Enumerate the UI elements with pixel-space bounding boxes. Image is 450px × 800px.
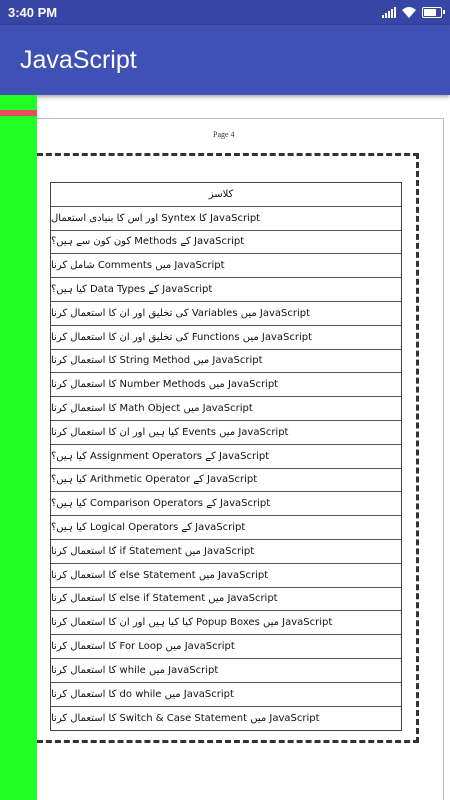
page-edge <box>443 118 444 800</box>
table-row: JavaScript میں String Method کا استعمال کرنا <box>51 350 401 374</box>
battery-icon <box>422 7 442 18</box>
table-row: JavaScript میں Switch & Case Statement کا استعمال کرنا <box>51 712 320 724</box>
table-row: JavaScript میں else if Statement کا استعمال کرنا <box>51 588 401 612</box>
table-row: JavaScript کا Syntex اور اس کا بنیادی استعمال <box>51 207 401 231</box>
app-bar <box>0 25 450 95</box>
table-row: JavaScript میں Functions کی تخلیق اور ان کا استعمال کرنا <box>51 326 401 350</box>
table-row: JavaScript میں do while کا استعمال کرنا <box>51 683 401 707</box>
table-row: JavaScript کے Comparison Operators کیا ہیں؟ <box>51 492 401 516</box>
table-row: JavaScript کے Methods کون کون سے ہیں؟ <box>51 231 401 255</box>
signal-icon <box>382 7 396 18</box>
strip-marker <box>0 110 37 116</box>
status-bar <box>0 0 450 25</box>
page-number: Page 4 <box>213 130 235 139</box>
table-row: JavaScript میں Events کیا ہیں اور ان کا استعمال کرنا <box>51 421 401 445</box>
table-row: JavaScript میں Popup Boxes کیا کیا ہیں اور ان کا استعمال کرنا <box>51 611 401 635</box>
wifi-icon <box>402 7 416 18</box>
table-row: JavaScript کے Assignment Operators کیا ہیں؟ <box>51 445 401 469</box>
table-row: JavaScript کے Arithmetic Operator کیا ہیں؟ <box>51 469 401 493</box>
status-time: 3:40 PM <box>8 5 58 20</box>
table-row: JavaScript میں if Statement کا استعمال کرنا <box>51 540 401 564</box>
table-row: JavaScript میں Number Methods کا استعمال کرنا <box>51 373 401 397</box>
table-row: JavaScript میں Variables کی تخلیق اور ان کا استعمال کرنا <box>51 302 401 326</box>
contents-table <box>50 182 402 731</box>
table-row: JavaScript میں while کا استعمال کرنا <box>51 659 401 683</box>
table-row: JavaScript کے Logical Operators کیا ہیں؟ <box>51 516 401 540</box>
page-edge <box>37 118 443 119</box>
scroll-strip <box>0 95 37 800</box>
app-title: JavaScript <box>20 45 137 74</box>
table-row: JavaScript کے Data Types کیا ہیں؟ <box>51 278 401 302</box>
status-icons <box>382 7 442 18</box>
table-row: JavaScript میں Math Object کا استعمال کرنا <box>51 397 401 421</box>
table-row: JavaScript میں For Loop کا استعمال کرنا <box>51 635 401 659</box>
table-row: JavaScript میں Comments شامل کرنا <box>51 254 401 278</box>
table-row: JavaScript میں else Statement کا استعمال کرنا <box>51 564 401 588</box>
table-header: کلاسز <box>51 183 401 207</box>
